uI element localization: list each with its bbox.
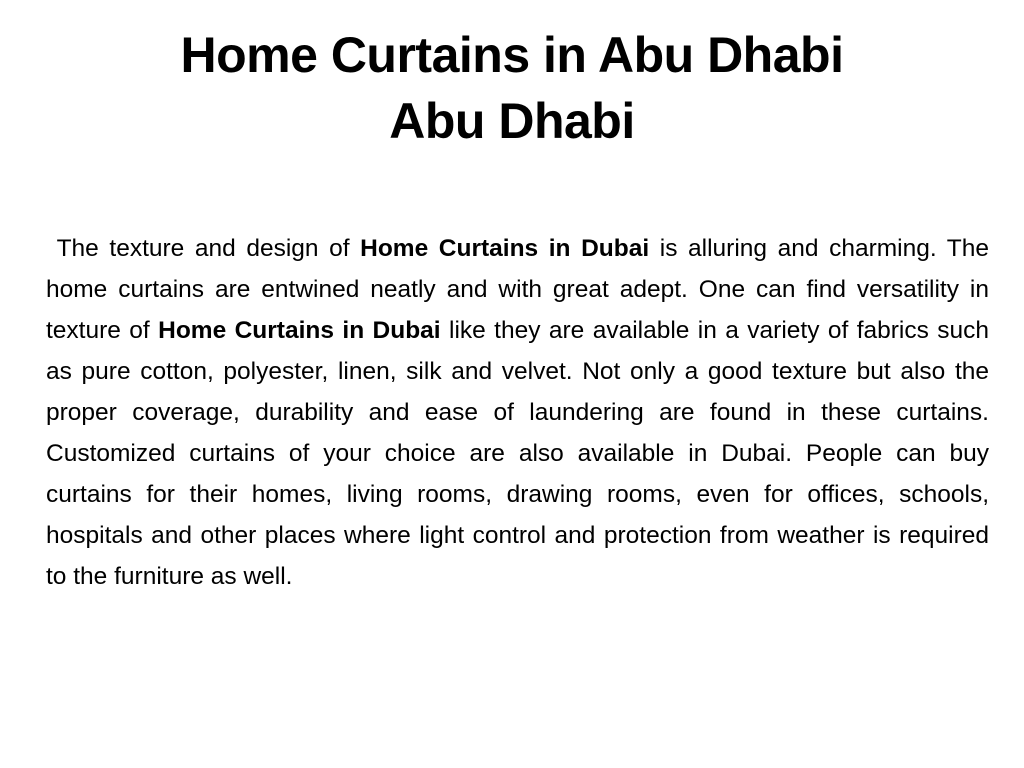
slide-title bbox=[60, 22, 964, 154]
body-text-segment-2: is alluring and charming. The home curtains are entwined neatly and with great adept. One can find versatility in texture of bbox=[46, 235, 989, 344]
body-bold-term-2: Home Curtains in Dubai bbox=[158, 317, 441, 344]
title-line-1: Home Curtains in Abu Dhabi bbox=[180, 27, 844, 83]
title-line-2: Abu Dhabi bbox=[389, 93, 635, 149]
body-text-segment-1: The texture and design of bbox=[56, 235, 361, 262]
body-paragraph bbox=[46, 228, 989, 597]
body-bold-term-1: Home Curtains in Dubai bbox=[360, 235, 650, 262]
body-text-segment-3: like they are available in a variety of fabrics such as pure cotton, polyester, linen, silk and velvet. Not only a good texture but also the proper coverage, durability and ease of laundering are found in these curtains. Customized curtains of your choice are also available in Dubai. People can buy curtains for their homes, living rooms, drawing rooms, even for offices, schools, hospitals and other places where light control and protection from weather is required to the furniture as well. bbox=[46, 317, 989, 590]
